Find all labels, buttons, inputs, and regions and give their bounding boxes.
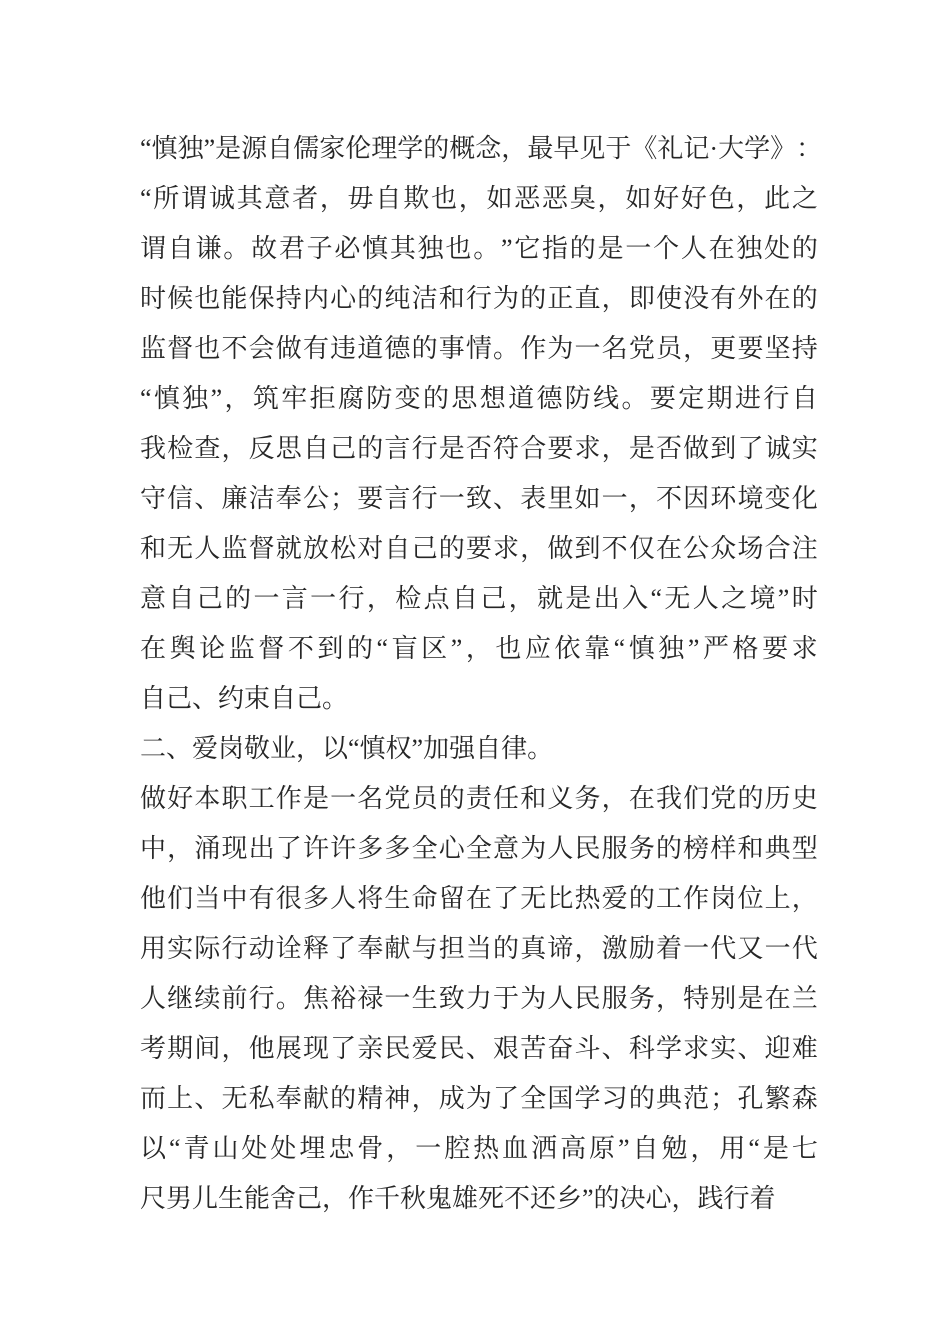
text-line: 二、爱岗敬业，以“慎权”加强自律。 bbox=[140, 734, 554, 763]
text-line: 自己、约束自己。 bbox=[140, 684, 349, 713]
text-line: 监 督 也 不 会 做 有 违 道 德 的 事 情 。 作 为 一 名 党 员 ， 更 要 坚 持 bbox=[140, 334, 818, 363]
paragraph-shendu bbox=[140, 124, 823, 724]
document-content bbox=[140, 124, 823, 1224]
text-line: “ 慎 独 ” ， 筑 牢 拒 腐 防 变 的 思 想 道 德 防 线 。 要 定 期 进 行 自 bbox=[140, 384, 818, 413]
paragraph-benzhi-gongzuo bbox=[140, 774, 818, 1224]
text-line: 以 “ 青 山 处 处 埋 忠 骨 ， 一 腔 热 血 洒 高 原 ” 自 勉 ， 用 “ 是 七 bbox=[140, 1134, 818, 1163]
text-line: “ 慎 独 ” 是 源 自 儒 家 伦 理 学 的 概 念 ， 最 早 见 于 《 礼 记 · 大 学 》 ： bbox=[140, 134, 823, 163]
text-line: 尺男儿生能舍己，作千秋鬼雄死不还乡”的决心，践行着 bbox=[140, 1184, 776, 1213]
text-line: 守 信 、 廉 洁 奉 公 ； 要 言 行 一 致 、 表 里 如 一 ， 不 因 环 境 变 化 bbox=[140, 484, 818, 513]
heading-aigang-jingye bbox=[140, 724, 818, 774]
text-line: 用 实 际 行 动 诠 释 了 奉 献 与 担 当 的 真 谛 ， 激 励 着 一 代 又 一 代 bbox=[140, 934, 818, 963]
text-line: 和 无 人 监 督 就 放 松 对 自 己 的 要 求 ， 做 到 不 仅 在 公 众 场 合 注 bbox=[140, 534, 818, 563]
text-line: 谓 自 谦 。 故 君 子 必 慎 其 独 也 。 ” 它 指 的 是 一 个 人 在 独 处 的 bbox=[140, 234, 818, 263]
text-line: 人 继 续 前 行 。 焦 裕 禄 一 生 致 力 于 为 人 民 服 务 ， 特 别 是 在 兰 bbox=[140, 984, 818, 1013]
text-line: 我 检 查 ， 反 思 自 己 的 言 行 是 否 符 合 要 求 ， 是 否 做 到 了 诚 实 bbox=[140, 434, 818, 463]
text-line: 而 上 、 无 私 奉 献 的 精 神 ， 成 为 了 全 国 学 习 的 典 范 ； 孔 繁 森 bbox=[140, 1084, 818, 1113]
text-line: 做 好 本 职 工 作 是 一 名 党 员 的 责 任 和 义 务 ， 在 我 们 党 的 历 史 bbox=[140, 784, 818, 813]
text-line: 在 舆 论 监 督 不 到 的 “ 盲 区 ” ， 也 应 依 靠 “ 慎 独 ” 严 格 要 求 bbox=[140, 634, 818, 663]
text-line: 意 自 己 的 一 言 一 行 ， 检 点 自 己 ， 就 是 出 入 “ 无 人 之 境 ” 时 bbox=[140, 584, 818, 613]
text-line: “ 所 谓 诚 其 意 者 ， 毋 自 欺 也 ， 如 恶 恶 臭 ， 如 好 好 色 ， 此 之 bbox=[140, 184, 818, 213]
text-line: 他 们 当 中 有 很 多 人 将 生 命 留 在 了 无 比 热 爱 的 工 作 岗 位 上 ， bbox=[140, 884, 818, 913]
text-line: 中 ， 涌 现 出 了 许 许 多 多 全 心 全 意 为 人 民 服 务 的 榜 样 和 典 型 bbox=[140, 834, 818, 863]
text-line: 考 期 间 ， 他 展 现 了 亲 民 爱 民 、 艰 苦 奋 斗 、 科 学 求 实 、 迎 难 bbox=[140, 1034, 818, 1063]
text-line: 时 候 也 能 保 持 内 心 的 纯 洁 和 行 为 的 正 直 ， 即 使 没 有 外 在 的 bbox=[140, 284, 818, 313]
